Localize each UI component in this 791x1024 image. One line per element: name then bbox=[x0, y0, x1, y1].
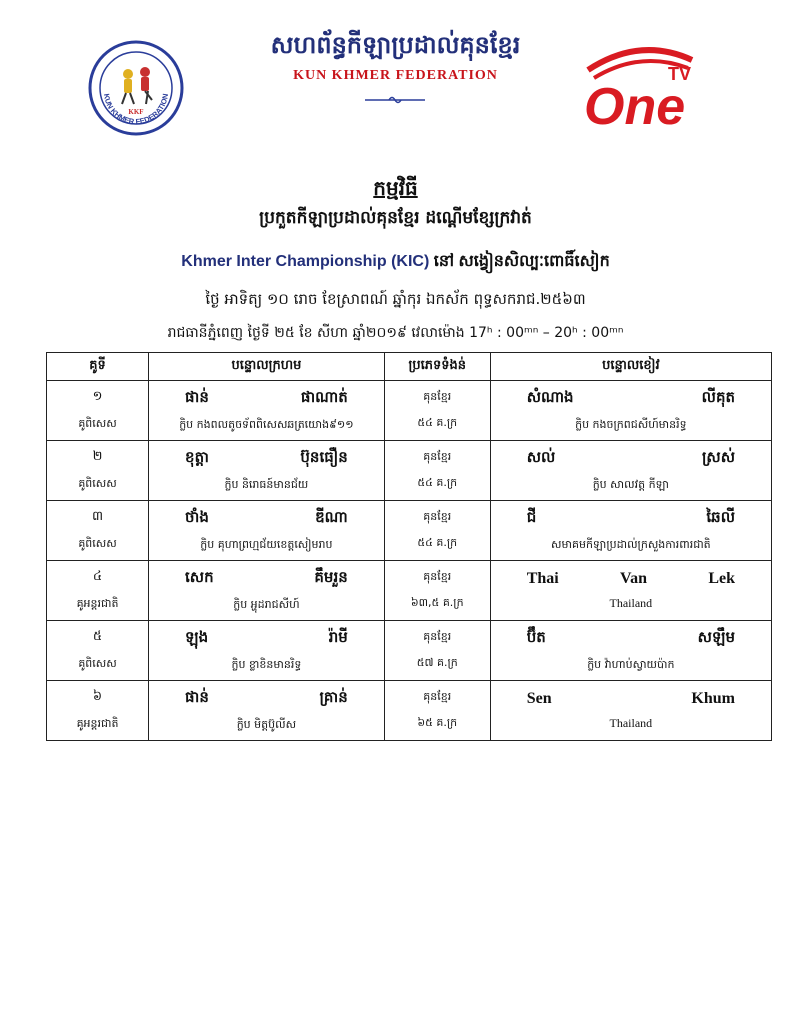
event-title-kh: ប្រកួតកីឡាប្រដាល់គុនខ្មែរ ដណ្តើមខ្សែក្រវាត់ bbox=[259, 208, 532, 228]
red-corner-cell bbox=[149, 501, 385, 561]
blue-club: ក្លិប សាលវត្ត កីឡា bbox=[592, 477, 669, 491]
header-red-corner: បន្ទោលក្រហម bbox=[149, 353, 385, 381]
fight-table bbox=[46, 352, 772, 741]
blue-fighter-name: សល់ ស្រស់ bbox=[526, 447, 735, 466]
blue-fighter-name: Thai Van Lek bbox=[526, 570, 735, 587]
header-fight-no: គូទី bbox=[47, 353, 149, 381]
red-fighter-name: ថាំង ឌីណា bbox=[185, 507, 348, 526]
blue-club: ក្លិប កងចក្រពជសីហ៍មានរិទ្ធ bbox=[575, 417, 687, 431]
red-club: ក្លិប គុហាព្រហ្មជ័យខេត្តសៀមរាប bbox=[200, 537, 333, 551]
red-corner-cell bbox=[149, 681, 385, 741]
red-club: ក្លិប មិត្តប៊ូលីស bbox=[236, 717, 297, 731]
blue-corner-cell bbox=[490, 501, 771, 561]
red-corner-cell bbox=[149, 381, 385, 441]
red-club: ក្លិប អ្ហុដរាជសីហ៍ bbox=[233, 597, 300, 611]
weight-cell: គុនខ្មែរ ៥៧ គ.ក្រ bbox=[384, 621, 490, 681]
red-fighter-name: ខុត្តា ប៊ុនធឿន bbox=[185, 447, 348, 466]
blue-club: Thailand bbox=[609, 596, 653, 610]
table-row bbox=[47, 621, 772, 681]
svg-text:KUN KHMER FEDERATION: KUN KHMER FEDERATION bbox=[101, 93, 171, 127]
red-fighter-name: សេក គឹមរួន bbox=[185, 567, 348, 586]
svg-text:One: One bbox=[584, 78, 686, 130]
fight-no-cell: ៤ គូអន្តរជាតិ bbox=[47, 561, 149, 621]
fight-no-cell: ២ គូពិសេស bbox=[47, 441, 149, 501]
header-weight-class: ប្រភេទទំងន់ bbox=[384, 353, 490, 381]
table-row bbox=[47, 381, 772, 441]
red-fighter-name: ផាន់ គ្រាន់ bbox=[185, 687, 348, 706]
blue-fighter-name: ជី ឆៃលី bbox=[526, 507, 735, 526]
weight-cell: គុនខ្មែរ ៦៣,៥ គ.ក្រ bbox=[384, 561, 490, 621]
weight-cell: គុនខ្មែរ ៥៤ គ.ក្រ bbox=[384, 501, 490, 561]
red-fighter-name: ផាន់ ផាណាត់ bbox=[185, 387, 348, 406]
event-date-kh: ថ្ងៃ អាទិត្យ ១០ រោច ខែស្រាពណ៍ ឆ្នាំកុរ ឯកស័ក ពុទ្ធសករាជ.២៥៦៣ bbox=[205, 290, 586, 308]
red-fighter-name: ឡុង រ៉ាមី bbox=[185, 627, 348, 646]
weight-cell: គុនខ្មែរ ៦៥ គ.ក្រ bbox=[384, 681, 490, 741]
blue-club: Thailand bbox=[609, 716, 653, 730]
header-blue-corner: បន្ទោលខៀវ bbox=[490, 353, 771, 381]
red-club: ក្លិប ខ្លាខិនមានរិទ្ធ bbox=[231, 657, 302, 671]
blue-corner-cell bbox=[490, 681, 771, 741]
red-corner-cell bbox=[149, 441, 385, 501]
blue-club: ក្លិប វ៉ាហាប់ស្វាយប៉ាក bbox=[587, 657, 675, 671]
blue-corner-cell bbox=[490, 441, 771, 501]
fight-no-cell: ៣ គូពិសេស bbox=[47, 501, 149, 561]
blue-corner-cell bbox=[490, 381, 771, 441]
blue-corner-cell bbox=[490, 621, 771, 681]
fight-no-cell: ៦ គូអន្តរជាតិ bbox=[47, 681, 149, 741]
table-row bbox=[47, 441, 772, 501]
weight-cell: គុនខ្មែរ ៥៤ គ.ក្រ bbox=[384, 441, 490, 501]
program-title: កម្មវិធី bbox=[373, 176, 418, 200]
table-header-row bbox=[47, 353, 772, 381]
federation-name-en: KUN KHMER FEDERATION bbox=[293, 68, 498, 83]
table-row bbox=[47, 561, 772, 621]
federation-name-kh: សហព័ន្ធកីឡាប្រដាល់គុនខ្មែរ bbox=[270, 31, 521, 59]
svg-text:KKF: KKF bbox=[128, 108, 144, 116]
red-corner-cell bbox=[149, 621, 385, 681]
svg-text:TV: TV bbox=[668, 64, 692, 84]
red-club: ក្លិប កងពលតូចទ័ពពិសេសឆត្រយោង៩១១ bbox=[179, 417, 354, 431]
blue-club: សមាគមកីឡាប្រដាល់ក្រសួងការពារជាតិ bbox=[551, 537, 711, 551]
fight-no-cell: ១ គូពិសេស bbox=[47, 381, 149, 441]
table-row bbox=[47, 681, 772, 741]
table-row bbox=[47, 501, 772, 561]
blue-corner-cell bbox=[490, 561, 771, 621]
blue-fighter-name: ប៊ឹត សឡឹម bbox=[526, 627, 735, 646]
ornament-divider bbox=[365, 95, 425, 105]
event-place: នៅ សង្វៀនសិល្បៈពោធិ៍សៀក bbox=[433, 253, 610, 270]
blue-fighter-name: Sen Khum bbox=[526, 690, 735, 707]
fight-no-cell: ៥ គូពិសេស bbox=[47, 621, 149, 681]
red-corner-cell bbox=[149, 561, 385, 621]
weight-cell: គុនខ្មែរ ៥៤ គ.ក្រ bbox=[384, 381, 490, 441]
blue-fighter-name: សំណាង លីគុត bbox=[526, 387, 735, 406]
event-title-en: Khmer Inter Championship (KIC) bbox=[181, 253, 430, 270]
event-venue-time: រាជធានីភ្នំពេញ ថ្ងៃទី ២៥ ខែ សីហា ឆ្នាំ២០១៩ វេលាម៉ោង 17ʰ : 00ᵐⁿ – 20ʰ : 00ᵐⁿ bbox=[167, 325, 624, 341]
event-title-line bbox=[0, 250, 791, 274]
red-club: ក្លិប និរោធន៍មានជ័យ bbox=[224, 477, 309, 491]
